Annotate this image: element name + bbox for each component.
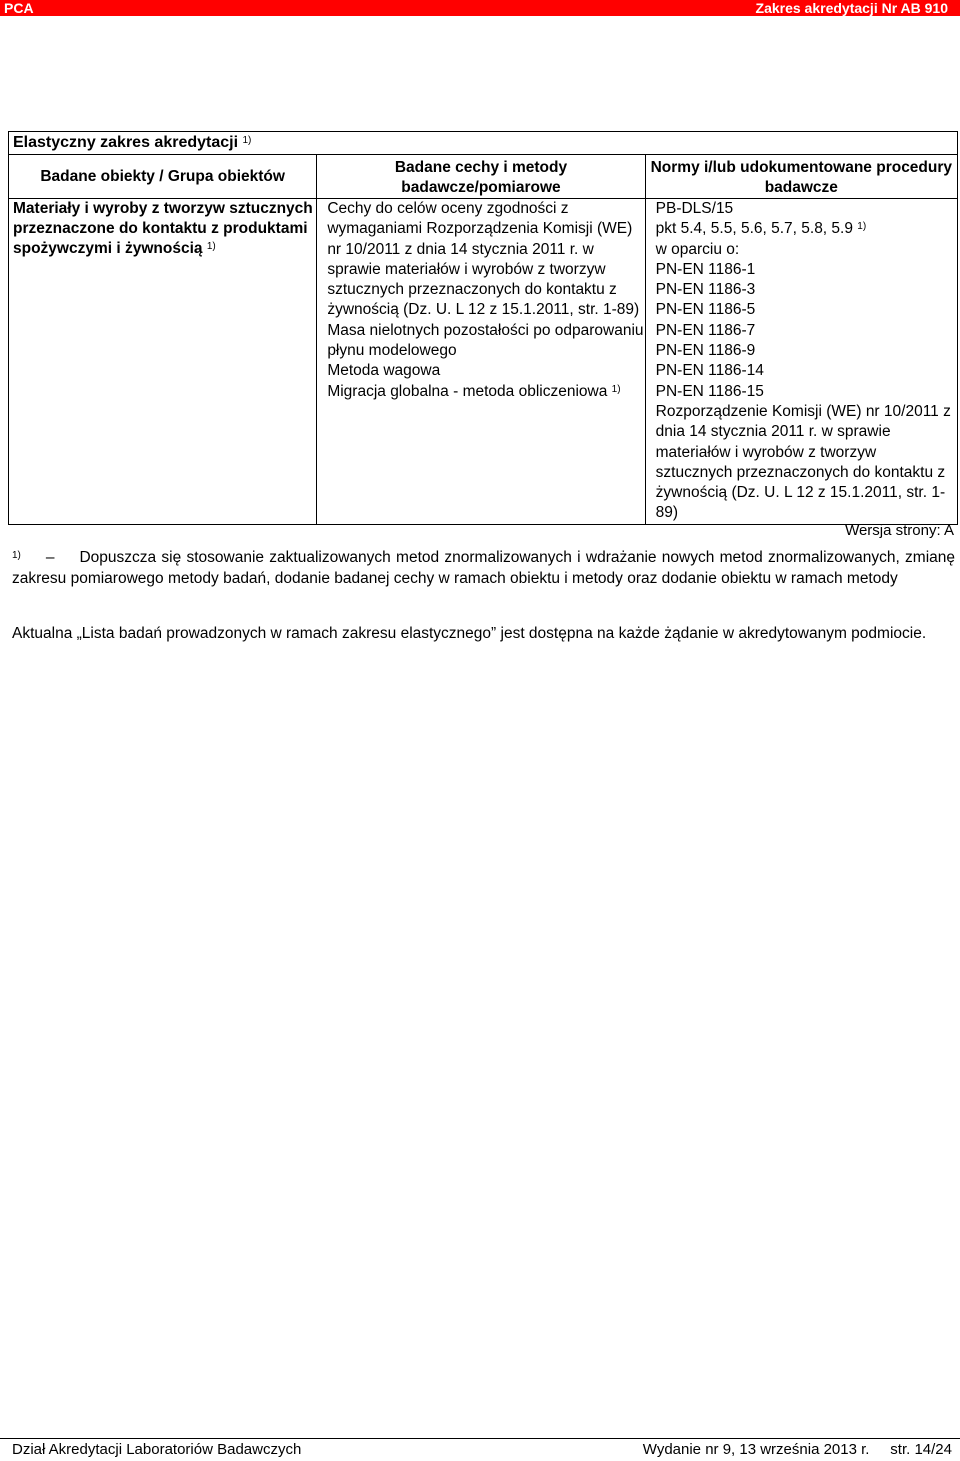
footnote: [12, 548, 955, 589]
features-cell: [317, 199, 645, 525]
features-line-migration: [327, 382, 644, 402]
features-intro: Cechy do celów oceny zgodności z wymaganiami Rozporządzenia Komisji (WE) nr 10/2011 z dnia 14 stycznia 2011 r. w sprawie materiałów i wyrobów z tworzyw sztucznych przeznaczonych do kontaktu z żywnością (Dz. U. L 12 z 15.1.2011, str. 1-89): [327, 200, 640, 319]
header-org: PCA: [4, 0, 34, 16]
norms-standard-7: PN-EN 1186-15: [655, 382, 764, 400]
page-version: Wersja strony: A: [845, 522, 954, 539]
norms-points-text: pkt 5.4, 5.5, 5.6, 5.7, 5.8, 5.9: [655, 220, 853, 238]
norms-cell: [645, 199, 957, 525]
table-title: [9, 132, 958, 155]
footnote-ref: 1): [611, 383, 621, 395]
footnote-marker: 1): [12, 550, 21, 561]
objects-cell: [9, 199, 317, 525]
norms-standard-3: PN-EN 1186-5: [655, 301, 756, 319]
norms-standard-6: PN-EN 1186-14: [655, 362, 764, 380]
footnote-ref: 1): [857, 221, 867, 233]
header-scope-number: Zakres akredytacji Nr AB 910: [755, 0, 948, 16]
norms-based-on: w oparciu o:: [655, 240, 740, 258]
list-availability-note: Aktualna „Lista badań prowadzonych w ramach zakresu elastycznego” jest dostępna na każde żądanie w akredytowanym podmiocie.: [12, 625, 927, 642]
footer-edition: Wydanie nr 9, 13 września 2013 r. str. 14/24: [642, 1441, 952, 1458]
col-header-features: Badane cechy i metody badawcze/pomiarowe: [317, 155, 645, 199]
norms-standard-5: PN-EN 1186-9: [655, 342, 756, 360]
col-header-norms: Normy i/lub udokumentowane procedury badawcze: [645, 155, 957, 199]
footnote-ref: 1): [206, 241, 216, 252]
footnote-dash: –: [45, 549, 55, 566]
objects-text: Materiały i wyroby z tworzyw sztucznych przeznaczone do kontaktu z produktami spożywczymi i żywnością: [13, 200, 313, 257]
table-title-text: Elastyczny zakres akredytacji: [13, 134, 239, 151]
footnote-ref: 1): [242, 135, 252, 146]
norms-standard-4: PN-EN 1186-7: [655, 321, 756, 339]
footer-department: Dział Akredytacji Laboratoriów Badawczych: [12, 1441, 302, 1458]
norms-standard-2: PN-EN 1186-3: [655, 281, 756, 299]
features-line-residue: Masa nielotnych pozostałości po odparowaniu płynu modelowego: [327, 321, 644, 360]
page-footer: [0, 1438, 960, 1460]
features-line-migration-text: Migracja globalna - metoda obliczeniowa: [327, 382, 608, 400]
page-header-bar: [0, 0, 960, 16]
features-line-method: Metoda wagowa: [327, 362, 441, 380]
norms-points: [656, 219, 957, 239]
footnote-text: Dopuszcza się stosowanie zaktualizowanych metod znormalizowanych i wdrażanie nowych metod znormalizowanych, zmianę zakresu pomiarowego metody badań, dodanie badanej cechy w ramach obiektu i metody oraz dodanie obiektu w ramach metody: [12, 549, 956, 587]
norms-procedure: PB-DLS/15: [655, 200, 734, 217]
norms-regulation: Rozporządzenie Komisji (WE) nr 10/2011 z dnia 14 stycznia 2011 r. w sprawie materiałów i wyrobów z tworzyw sztucznych przeznaczonych do kontaktu z żywnością (Dz. U. L 12 z 15.1.2011, str. 1-89): [655, 402, 951, 522]
norms-standard-1: PN-EN 1186-1: [655, 260, 756, 278]
col-header-objects: Badane obiekty / Grupa obiektów: [9, 155, 317, 199]
accreditation-scope-table: [8, 131, 958, 525]
